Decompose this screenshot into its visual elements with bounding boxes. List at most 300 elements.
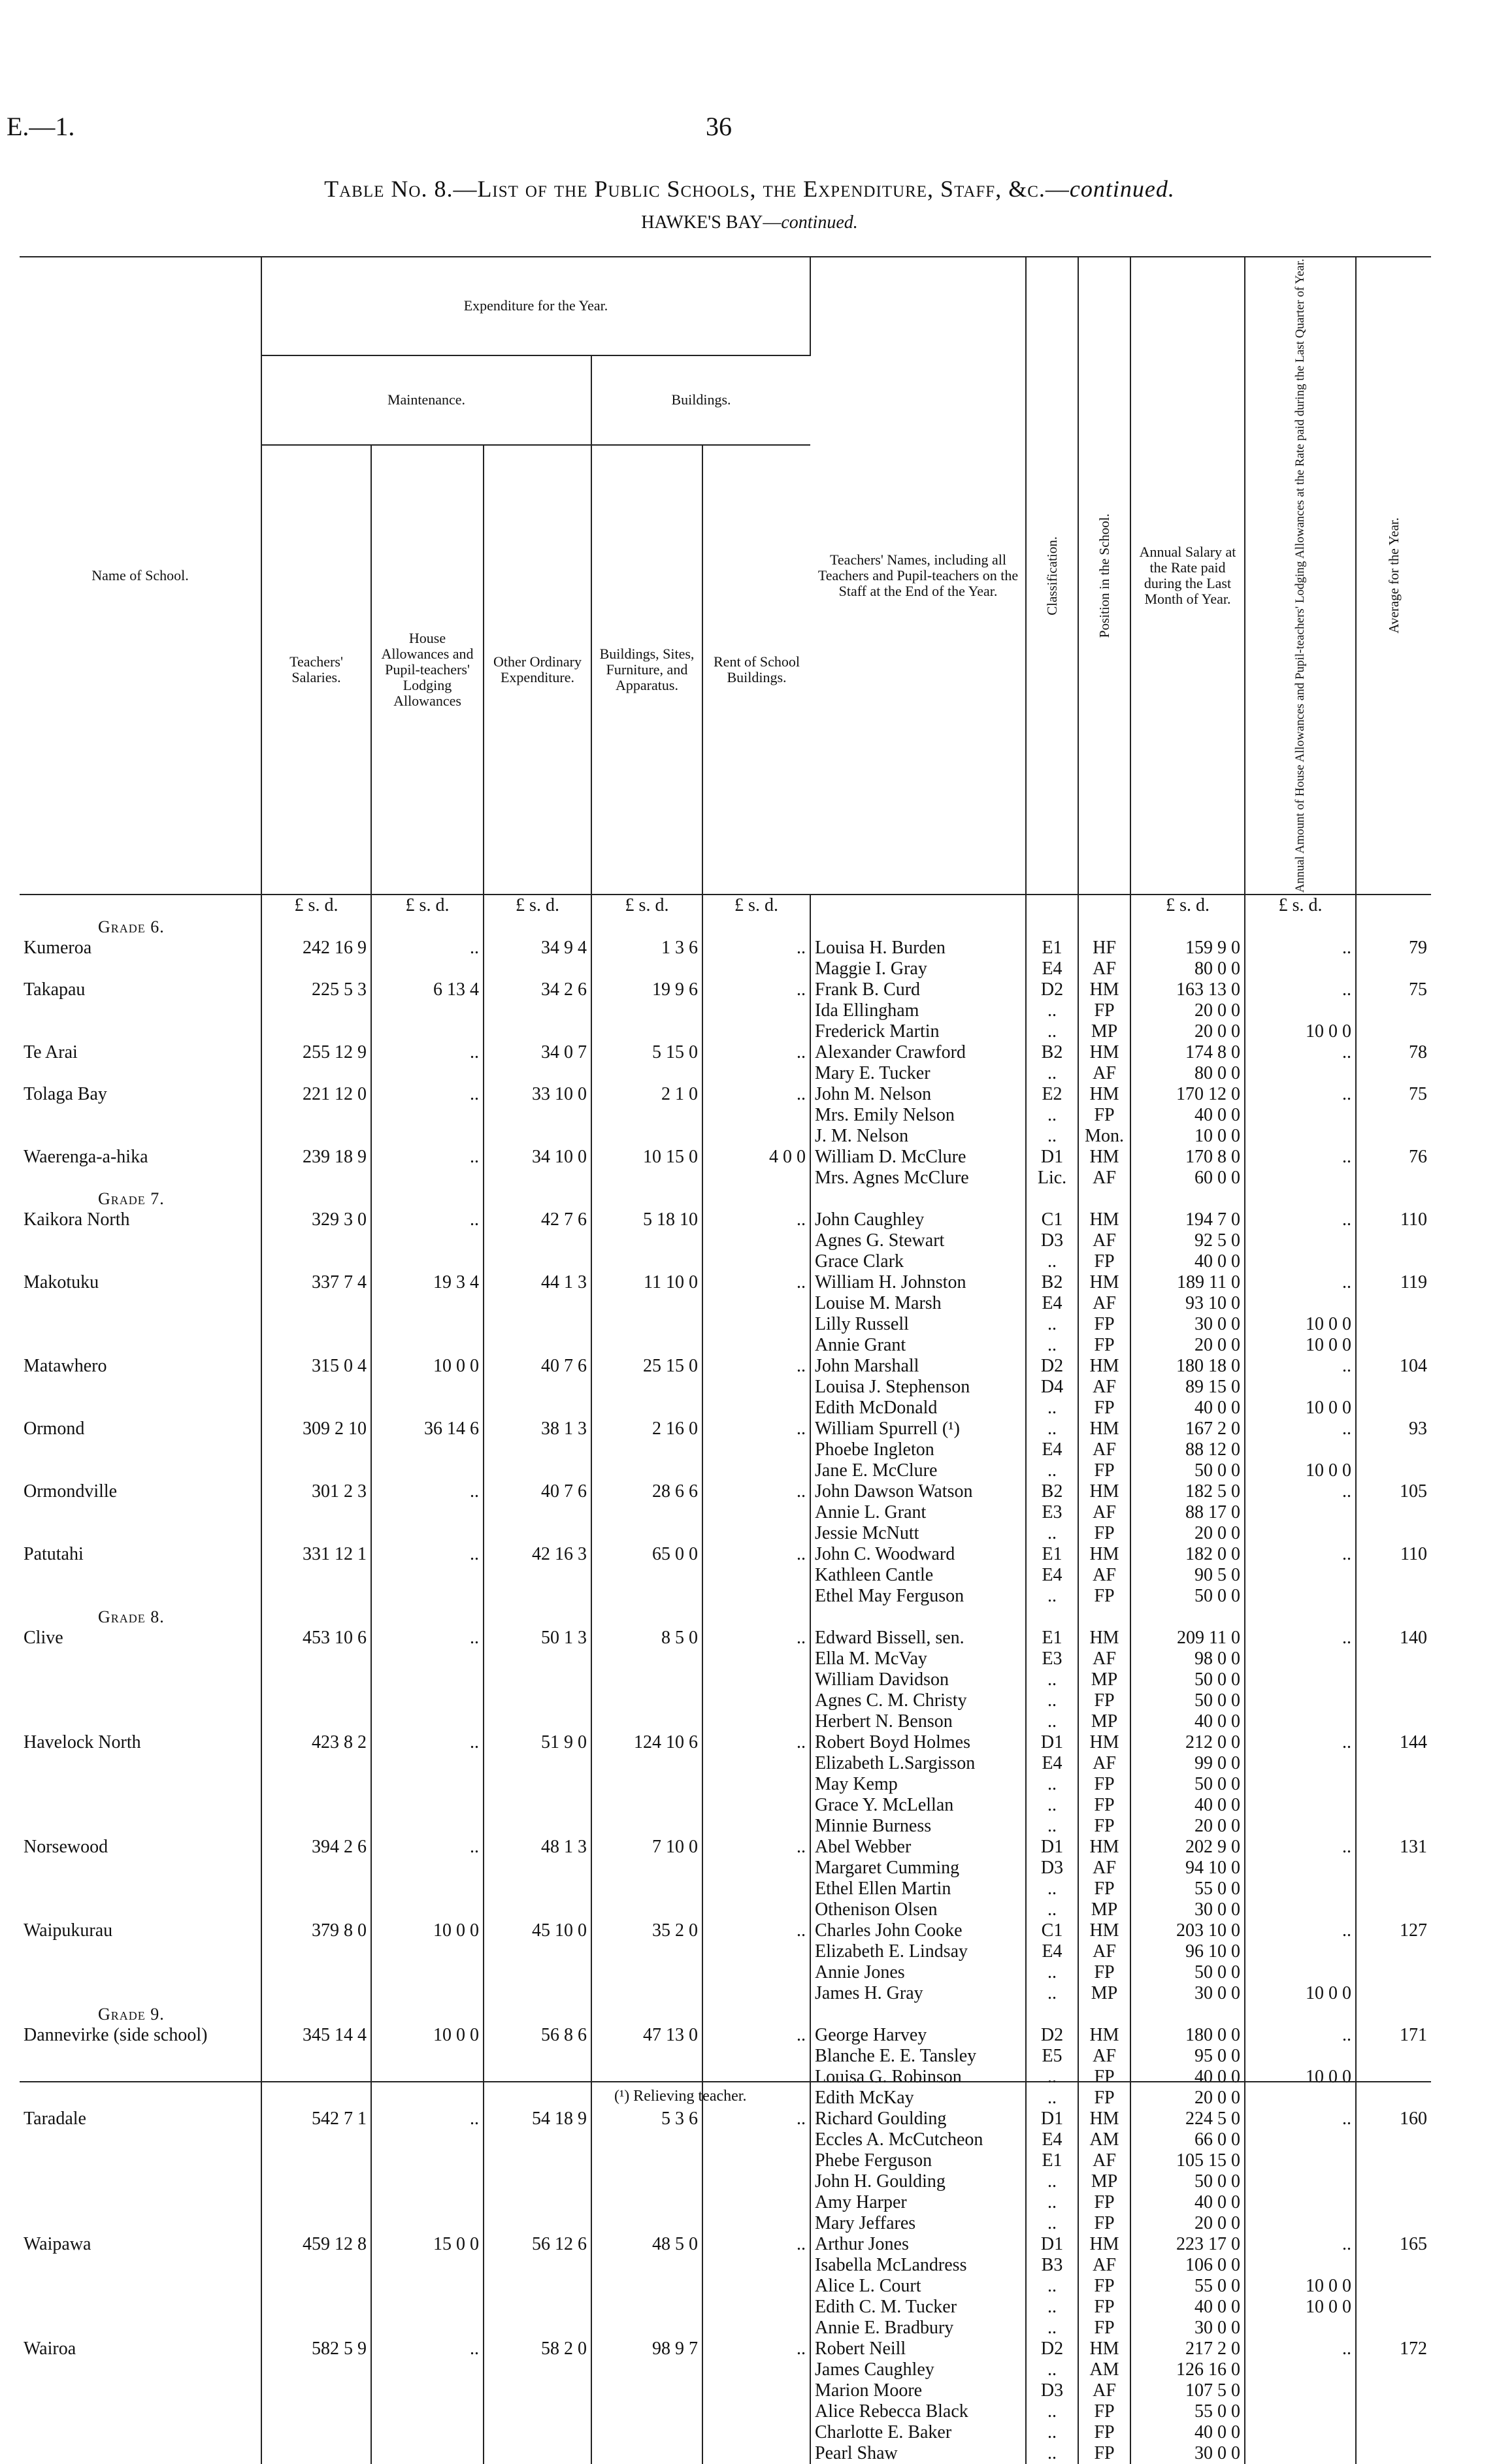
classification: .. xyxy=(1026,2401,1078,2422)
school-name-empty xyxy=(20,1439,261,1460)
other-ordinary: 51 9 0 xyxy=(484,1732,591,1753)
expenditure-empty xyxy=(261,1105,371,1126)
classification: .. xyxy=(1026,1460,1078,1481)
average-attendance xyxy=(1356,2192,1431,2213)
teacher-name: Phoebe Ingleton xyxy=(810,1439,1026,1460)
classification: E4 xyxy=(1026,1753,1078,1774)
grade-heading-row xyxy=(20,1607,1431,1628)
staff-row xyxy=(20,959,1431,979)
expenditure-empty xyxy=(591,2171,702,2192)
average-attendance: 172 xyxy=(1356,2339,1431,2359)
annual-salary: 98 0 0 xyxy=(1130,1649,1245,1669)
expenditure-empty xyxy=(261,1000,371,1021)
teachers-salaries: 315 0 4 xyxy=(261,1356,371,1377)
position: AF xyxy=(1078,1502,1130,1523)
school-name-empty xyxy=(20,2422,261,2443)
annual-allowance xyxy=(1245,1126,1356,1147)
average-attendance xyxy=(1356,1774,1431,1795)
expenditure-empty xyxy=(484,2359,591,2380)
expenditure-empty xyxy=(484,2276,591,2297)
expenditure-empty xyxy=(702,1899,810,1920)
expenditure-empty xyxy=(591,2359,702,2380)
teacher-name: Annie E. Bradbury xyxy=(810,2318,1026,2339)
expenditure-empty xyxy=(261,2401,371,2422)
expenditure-empty xyxy=(702,1230,810,1251)
buildings-sites: 2 16 0 xyxy=(591,1419,702,1439)
staff-row xyxy=(20,1460,1431,1481)
annual-allowance xyxy=(1245,1879,1356,1899)
expenditure-empty xyxy=(484,1795,591,1816)
staff-row xyxy=(20,2380,1431,2401)
expenditure-empty xyxy=(261,2422,371,2443)
teacher-name: Ethel Ellen Martin xyxy=(810,1879,1026,1899)
expenditure-empty xyxy=(371,1126,484,1147)
expenditure-empty xyxy=(484,2213,591,2234)
average-attendance xyxy=(1356,1983,1431,2004)
position: FP xyxy=(1078,1251,1130,1272)
house-allowances: .. xyxy=(371,1209,484,1230)
staff-row xyxy=(20,1711,1431,1732)
school-row xyxy=(20,2234,1431,2255)
house-allowances: .. xyxy=(371,1732,484,1753)
annual-salary: 50 0 0 xyxy=(1130,1586,1245,1607)
annual-salary: 50 0 0 xyxy=(1130,1690,1245,1711)
col-annual-amount-label: Annual Amount of House Allowances and Pupil-teachers' Lodging Allowances at the Rate paid during the Last Quarter of Year. xyxy=(1293,259,1308,893)
school-name-empty xyxy=(20,1586,261,1607)
expenditure-empty xyxy=(261,1858,371,1879)
expenditure-empty xyxy=(702,2276,810,2297)
annual-salary: 80 0 0 xyxy=(1130,1063,1245,1084)
expenditure-empty xyxy=(371,1251,484,1272)
classification: .. xyxy=(1026,1795,1078,1816)
expenditure-empty xyxy=(702,1502,810,1523)
classification: B2 xyxy=(1026,1272,1078,1293)
staff-row xyxy=(20,1251,1431,1272)
classification: .. xyxy=(1026,2171,1078,2192)
teacher-name: Edith McDonald xyxy=(810,1398,1026,1419)
position: HM xyxy=(1078,1544,1130,1565)
expenditure-empty xyxy=(591,1774,702,1795)
expenditure-empty xyxy=(591,1941,702,1962)
average-attendance xyxy=(1356,1690,1431,1711)
col-buildings-group: Buildings. xyxy=(591,355,810,446)
position: FP xyxy=(1078,1105,1130,1126)
position: FP xyxy=(1078,1816,1130,1837)
school-name: Waerenga-a-hika xyxy=(24,1147,148,1168)
expenditure-empty xyxy=(591,1439,702,1460)
annual-salary: 30 0 0 xyxy=(1130,1983,1245,2004)
position: HM xyxy=(1078,2025,1130,2046)
house-allowances: 36 14 6 xyxy=(371,1419,484,1439)
classification: .. xyxy=(1026,2443,1078,2464)
expenditure-empty xyxy=(702,1314,810,1335)
school-row xyxy=(20,938,1431,959)
expenditure-empty xyxy=(371,1941,484,1962)
annual-allowance xyxy=(1245,2318,1356,2339)
units-avg-spacer xyxy=(1356,895,1431,917)
expenditure-empty xyxy=(371,1230,484,1251)
average-attendance: 110 xyxy=(1356,1209,1431,1230)
school-row xyxy=(20,1084,1431,1105)
staff-row xyxy=(20,1983,1431,2004)
staff-row xyxy=(20,1168,1431,1189)
position: FP xyxy=(1078,2067,1130,2088)
expenditure-empty xyxy=(261,1126,371,1147)
staff-row xyxy=(20,1377,1431,1398)
grade-row-spacer xyxy=(261,1189,371,1209)
annual-allowance xyxy=(1245,2129,1356,2150)
buildings-sites: 7 10 0 xyxy=(591,1837,702,1858)
school-name-empty xyxy=(20,2046,261,2067)
average-attendance xyxy=(1356,1523,1431,1544)
annual-salary: 126 16 0 xyxy=(1130,2359,1245,2380)
annual-allowance xyxy=(1245,1000,1356,1021)
table-bottom-rule xyxy=(20,2081,1431,2082)
rent: .. xyxy=(702,1481,810,1502)
school-name: Waipukurau xyxy=(24,1920,113,1941)
teacher-name: Eccles A. McCutcheon xyxy=(810,2129,1026,2150)
buildings-sites: 124 10 6 xyxy=(591,1732,702,1753)
position: FP xyxy=(1078,2213,1130,2234)
annual-salary: 170 12 0 xyxy=(1130,1084,1245,1105)
classification: .. xyxy=(1026,1523,1078,1544)
average-attendance xyxy=(1356,2088,1431,2109)
rent: 4 0 0 xyxy=(702,1147,810,1168)
position: MP xyxy=(1078,1669,1130,1690)
units-salaries: £ s. d. xyxy=(261,895,371,917)
expenditure-empty xyxy=(261,1460,371,1481)
expenditure-empty xyxy=(591,2150,702,2171)
expenditure-empty xyxy=(261,2046,371,2067)
school-name-empty xyxy=(20,1774,261,1795)
position: AF xyxy=(1078,2150,1130,2171)
position: FP xyxy=(1078,2401,1130,2422)
expenditure-empty xyxy=(484,1690,591,1711)
expenditure-empty xyxy=(371,1105,484,1126)
teacher-name: Margaret Cumming xyxy=(810,1858,1026,1879)
classification: D2 xyxy=(1026,2025,1078,2046)
expenditure-empty xyxy=(371,1377,484,1398)
teacher-name: Elizabeth L.Sargisson xyxy=(810,1753,1026,1774)
school-name-empty xyxy=(20,2297,261,2318)
expenditure-empty xyxy=(484,1565,591,1586)
expenditure-empty xyxy=(591,1126,702,1147)
teacher-name: Louisa G. Robinson xyxy=(810,2067,1026,2088)
teachers-salaries: 542 7 1 xyxy=(261,2109,371,2129)
classification: D4 xyxy=(1026,1377,1078,1398)
average-attendance xyxy=(1356,2380,1431,2401)
average-attendance xyxy=(1356,1439,1431,1460)
annual-allowance xyxy=(1245,1502,1356,1523)
average-attendance xyxy=(1356,1063,1431,1084)
annual-allowance: .. xyxy=(1245,1042,1356,1063)
expenditure-empty xyxy=(371,2443,484,2464)
average-attendance xyxy=(1356,1230,1431,1251)
expenditure-empty xyxy=(702,1105,810,1126)
school-name-empty xyxy=(20,2088,261,2109)
classification: .. xyxy=(1026,2318,1078,2339)
teacher-name: John Marshall xyxy=(810,1356,1026,1377)
average-attendance xyxy=(1356,2255,1431,2276)
expenditure-empty xyxy=(591,1230,702,1251)
annual-salary: 50 0 0 xyxy=(1130,1669,1245,1690)
expenditure-empty xyxy=(484,2318,591,2339)
annual-salary: 20 0 0 xyxy=(1130,1000,1245,1021)
house-allowances: .. xyxy=(371,1837,484,1858)
classification: E4 xyxy=(1026,2129,1078,2150)
units-annual-salary: £ s. d. xyxy=(1130,895,1245,917)
staff-row xyxy=(20,1335,1431,1356)
school-name-empty xyxy=(20,2171,261,2192)
annual-allowance: 10 0 0 xyxy=(1245,1335,1356,1356)
house-allowances: .. xyxy=(371,1481,484,1502)
teacher-name: Arthur Jones xyxy=(810,2234,1026,2255)
expenditure-empty xyxy=(702,1774,810,1795)
school-name: Patutahi xyxy=(24,1544,84,1565)
teacher-name: Grace Clark xyxy=(810,1251,1026,1272)
units-buildings: £ s. d. xyxy=(591,895,702,917)
teachers-salaries: 331 12 1 xyxy=(261,1544,371,1565)
annual-salary: 92 5 0 xyxy=(1130,1230,1245,1251)
annual-salary: 50 0 0 xyxy=(1130,2171,1245,2192)
other-ordinary: 42 7 6 xyxy=(484,1209,591,1230)
rent: .. xyxy=(702,1419,810,1439)
average-attendance: 104 xyxy=(1356,1356,1431,1377)
expenditure-empty xyxy=(371,1962,484,1983)
expenditure-empty xyxy=(591,1251,702,1272)
classification: E3 xyxy=(1026,1649,1078,1669)
expenditure-empty xyxy=(371,2171,484,2192)
expenditure-empty xyxy=(371,1502,484,1523)
classification: .. xyxy=(1026,1983,1078,2004)
expenditure-empty xyxy=(702,1649,810,1669)
annual-allowance xyxy=(1245,1523,1356,1544)
annual-allowance: .. xyxy=(1245,2025,1356,2046)
position: FP xyxy=(1078,1523,1130,1544)
teacher-name: Alexander Crawford xyxy=(810,1042,1026,1063)
teacher-name: Charlotte E. Baker xyxy=(810,2422,1026,2443)
grade-row-spacer xyxy=(1026,2004,1078,2025)
expenditure-empty xyxy=(371,1523,484,1544)
grade-row-spacer xyxy=(702,1189,810,1209)
classification: .. xyxy=(1026,1398,1078,1419)
annual-salary: 20 0 0 xyxy=(1130,1335,1245,1356)
expenditure-empty xyxy=(261,1293,371,1314)
position: HM xyxy=(1078,1419,1130,1439)
title-continued: continued. xyxy=(1069,176,1175,202)
other-ordinary: 48 1 3 xyxy=(484,1837,591,1858)
staff-row xyxy=(20,1753,1431,1774)
staff-row xyxy=(20,1439,1431,1460)
annual-salary: 203 10 0 xyxy=(1130,1920,1245,1941)
expenditure-empty xyxy=(702,1858,810,1879)
expenditure-empty xyxy=(702,1565,810,1586)
expenditure-empty xyxy=(261,2067,371,2088)
expenditure-empty xyxy=(591,1983,702,2004)
rent: .. xyxy=(702,1084,810,1105)
expenditure-empty xyxy=(261,1335,371,1356)
col-expenditure: Expenditure for the Year. xyxy=(261,257,810,355)
average-attendance xyxy=(1356,1335,1431,1356)
units-rent: £ s. d. xyxy=(702,895,810,917)
expenditure-empty xyxy=(371,1000,484,1021)
position: HM xyxy=(1078,1147,1130,1168)
school-name-empty xyxy=(20,1335,261,1356)
position: FP xyxy=(1078,2443,1130,2464)
position: FP xyxy=(1078,2088,1130,2109)
buildings-sites: 98 9 7 xyxy=(591,2339,702,2359)
table-title xyxy=(0,175,1499,203)
annual-salary: 163 13 0 xyxy=(1130,979,1245,1000)
school-row xyxy=(20,1042,1431,1063)
position: HM xyxy=(1078,1209,1130,1230)
position: HM xyxy=(1078,2109,1130,2129)
average-attendance: 160 xyxy=(1356,2109,1431,2129)
average-attendance xyxy=(1356,2067,1431,2088)
position: FP xyxy=(1078,2422,1130,2443)
grade-row-spacer xyxy=(1026,1189,1078,1209)
house-allowances: .. xyxy=(371,1628,484,1649)
teachers-salaries: 394 2 6 xyxy=(261,1837,371,1858)
expenditure-empty xyxy=(371,2318,484,2339)
teacher-name: Robert Boyd Holmes xyxy=(810,1732,1026,1753)
annual-salary: 10 0 0 xyxy=(1130,1126,1245,1147)
grade-row-spacer xyxy=(810,2004,1026,2025)
other-ordinary: 40 7 6 xyxy=(484,1356,591,1377)
expenditure-empty xyxy=(702,1753,810,1774)
classification: .. xyxy=(1026,2213,1078,2234)
staff-row xyxy=(20,1105,1431,1126)
staff-row xyxy=(20,2067,1431,2088)
col-position xyxy=(1078,257,1130,895)
staff-row xyxy=(20,1565,1431,1586)
buildings-sites: 8 5 0 xyxy=(591,1628,702,1649)
expenditure-empty xyxy=(484,1063,591,1084)
other-ordinary: 34 9 4 xyxy=(484,938,591,959)
expenditure-empty xyxy=(591,2067,702,2088)
house-allowances: .. xyxy=(371,1084,484,1105)
annual-salary: 40 0 0 xyxy=(1130,1795,1245,1816)
annual-salary: 40 0 0 xyxy=(1130,1711,1245,1732)
expenditure-empty xyxy=(591,1523,702,1544)
school-row xyxy=(20,1147,1431,1168)
expenditure-empty xyxy=(261,2380,371,2401)
expenditure-empty xyxy=(261,1230,371,1251)
expenditure-empty xyxy=(484,1649,591,1669)
expenditure-empty xyxy=(484,1586,591,1607)
grade-row-spacer xyxy=(261,1607,371,1628)
school-name-empty xyxy=(20,1711,261,1732)
expenditure-empty xyxy=(591,1335,702,1356)
teacher-name: Agnes C. M. Christy xyxy=(810,1690,1026,1711)
annual-salary: 30 0 0 xyxy=(1130,2443,1245,2464)
expenditure-empty xyxy=(591,1690,702,1711)
school-name-empty xyxy=(20,1941,261,1962)
average-attendance: 75 xyxy=(1356,1084,1431,1105)
classification: D1 xyxy=(1026,1837,1078,1858)
annual-allowance xyxy=(1245,2213,1356,2234)
staff-row xyxy=(20,2443,1431,2464)
staff-row xyxy=(20,1502,1431,1523)
grade-label: Grade 7. xyxy=(98,1189,165,1209)
annual-allowance: 10 0 0 xyxy=(1245,1021,1356,1042)
annual-allowance xyxy=(1245,1293,1356,1314)
school-name-empty xyxy=(20,1000,261,1021)
position: FP xyxy=(1078,1879,1130,1899)
school-name-empty xyxy=(20,1105,261,1126)
school-name: Kaikora North xyxy=(24,1209,130,1230)
expenditure-empty xyxy=(591,2213,702,2234)
teacher-name: George Harvey xyxy=(810,2025,1026,2046)
expenditure-empty xyxy=(702,1168,810,1189)
other-ordinary: 58 2 0 xyxy=(484,2339,591,2359)
teachers-salaries: 309 2 10 xyxy=(261,1419,371,1439)
rent: .. xyxy=(702,2234,810,2255)
annual-allowance: .. xyxy=(1245,1356,1356,1377)
position: HM xyxy=(1078,1732,1130,1753)
classification: D1 xyxy=(1026,2109,1078,2129)
school-name: Wairoa xyxy=(24,2339,76,2359)
annual-salary: 174 8 0 xyxy=(1130,1042,1245,1063)
grade-row-spacer xyxy=(1356,917,1431,938)
expenditure-empty xyxy=(702,2213,810,2234)
classification: .. xyxy=(1026,1021,1078,1042)
annual-salary: 105 15 0 xyxy=(1130,2150,1245,2171)
expenditure-empty xyxy=(484,1377,591,1398)
average-attendance xyxy=(1356,1502,1431,1523)
expenditure-empty xyxy=(261,1439,371,1460)
staff-row xyxy=(20,2359,1431,2380)
classification: D3 xyxy=(1026,1230,1078,1251)
annual-salary: 40 0 0 xyxy=(1130,2422,1245,2443)
expenditure-empty xyxy=(261,1983,371,2004)
schools-table xyxy=(20,256,1431,2464)
expenditure-empty xyxy=(484,1983,591,2004)
other-ordinary: 38 1 3 xyxy=(484,1419,591,1439)
expenditure-empty xyxy=(371,2046,484,2067)
grade-row-spacer xyxy=(484,1189,591,1209)
expenditure-empty xyxy=(702,1063,810,1084)
grade-row-spacer xyxy=(702,1607,810,1628)
grade-row-spacer xyxy=(371,2004,484,2025)
expenditure-empty xyxy=(371,1711,484,1732)
annual-allowance xyxy=(1245,1899,1356,1920)
annual-salary: 93 10 0 xyxy=(1130,1293,1245,1314)
classification: .. xyxy=(1026,2359,1078,2380)
average-attendance xyxy=(1356,2276,1431,2297)
annual-allowance xyxy=(1245,1753,1356,1774)
staff-row xyxy=(20,2192,1431,2213)
col-annual-amount xyxy=(1245,257,1356,895)
grade-label: Grade 6. xyxy=(98,917,165,937)
teacher-name: Jane E. McClure xyxy=(810,1460,1026,1481)
school-name: Clive xyxy=(24,1628,63,1649)
expenditure-empty xyxy=(484,2401,591,2422)
average-attendance: 79 xyxy=(1356,938,1431,959)
expenditure-empty xyxy=(484,1669,591,1690)
school-name-empty xyxy=(20,1858,261,1879)
school-name-empty xyxy=(20,1126,261,1147)
teacher-name: Frank B. Curd xyxy=(810,979,1026,1000)
other-ordinary: 34 2 6 xyxy=(484,979,591,1000)
annual-allowance xyxy=(1245,1586,1356,1607)
annual-allowance: .. xyxy=(1245,1920,1356,1941)
grade-row-spacer xyxy=(1356,1189,1431,1209)
average-attendance xyxy=(1356,1000,1431,1021)
expenditure-empty xyxy=(484,1021,591,1042)
expenditure-empty xyxy=(591,2443,702,2464)
expenditure-empty xyxy=(261,1021,371,1042)
